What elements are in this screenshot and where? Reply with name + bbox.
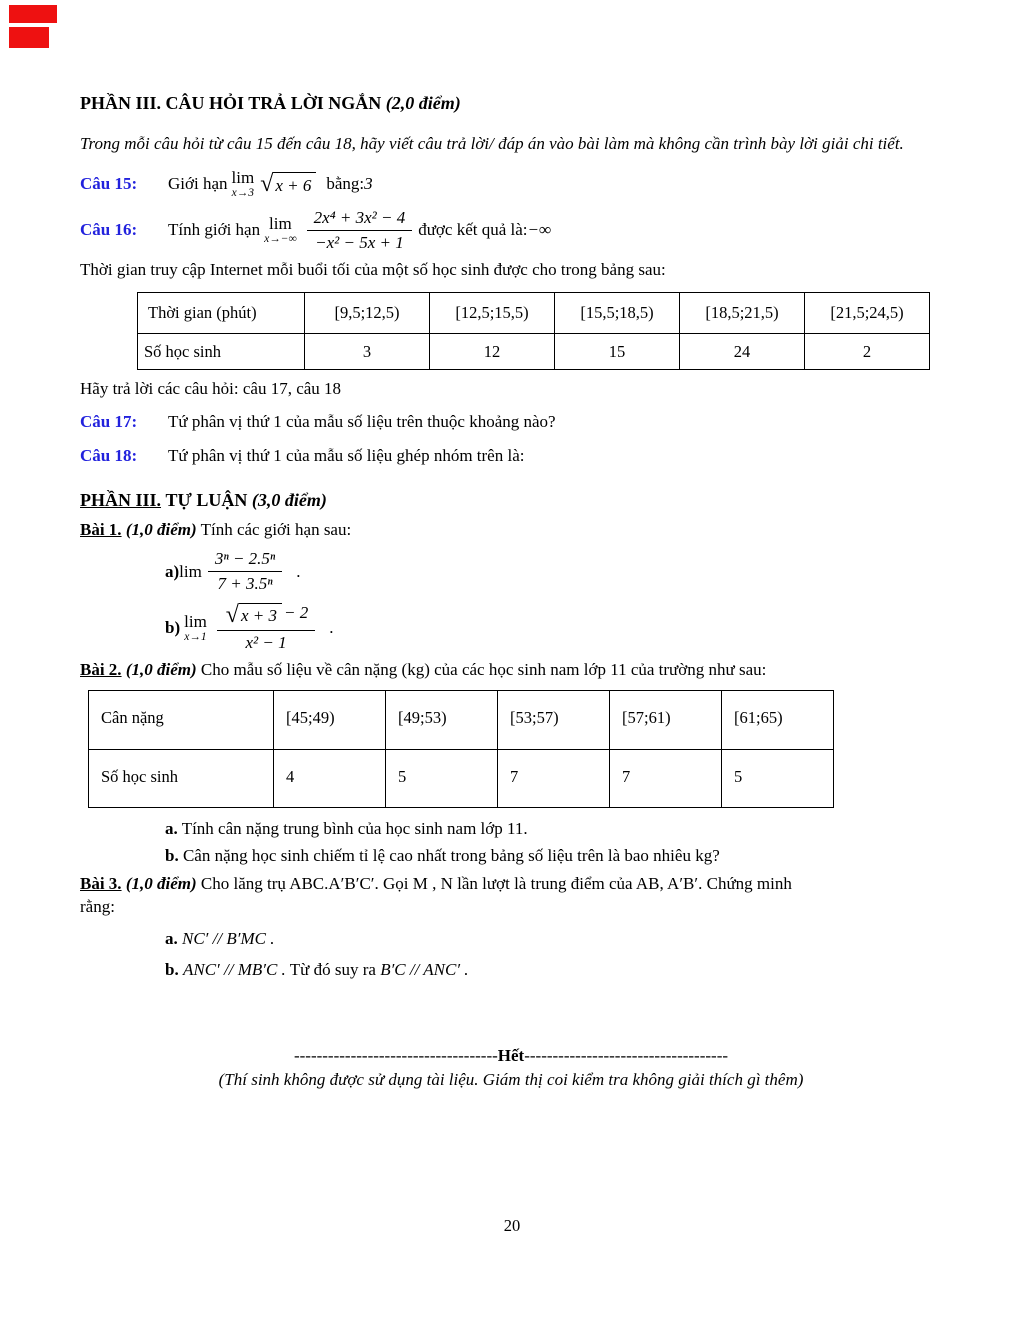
limit-word: lim bbox=[179, 561, 202, 581]
redaction-box-top bbox=[9, 5, 57, 23]
problem-2a bbox=[165, 818, 942, 840]
limit-subscript: x→−∞ bbox=[264, 233, 297, 246]
limit-subscript: x→1 bbox=[184, 630, 207, 643]
table-cell: Số học sinh bbox=[89, 749, 274, 808]
sqrt-radical bbox=[226, 603, 282, 628]
problem-1-label: Bài 1. bbox=[80, 519, 122, 539]
problem-3-points: (1,0 điểm) bbox=[125, 874, 197, 894]
question-16-answer: −∞ bbox=[527, 220, 552, 240]
fraction-numerator: 3ⁿ − 2.5ⁿ bbox=[208, 549, 282, 572]
table-row bbox=[138, 292, 930, 333]
section-title: PHẦN III. CÂU HỎI TRẢ LỜI NGẮN bbox=[80, 93, 382, 113]
question-15-label: Câu 15: bbox=[80, 174, 138, 194]
problem-1b-formula bbox=[165, 603, 942, 654]
problem-2-points: (1,0 điểm) bbox=[125, 660, 197, 680]
question-16-label: Câu 16: bbox=[80, 220, 138, 240]
limit-word: lim bbox=[269, 214, 292, 234]
fraction-numerator bbox=[217, 603, 315, 631]
table-cell: [12,5;15,5) bbox=[430, 292, 555, 333]
redaction-box-bottom bbox=[9, 27, 49, 48]
table-cell: Cân nặng bbox=[89, 690, 274, 749]
divider-dashes-right: ------------------------------------ bbox=[524, 1046, 729, 1066]
question-15-row bbox=[80, 169, 942, 200]
table-cell: [15,5;18,5) bbox=[555, 292, 680, 333]
table-cell: 5 bbox=[722, 749, 834, 808]
problem-2-intro bbox=[80, 659, 942, 681]
problem-3b bbox=[165, 959, 942, 981]
problem-3b-text: Từ đó suy ra bbox=[289, 959, 376, 979]
after-table1-text: Hãy trả lời các câu hỏi: câu 17, câu 18 bbox=[80, 379, 342, 399]
table-cell: [21,5;24,5) bbox=[805, 292, 930, 333]
item-tag: a) bbox=[165, 561, 180, 581]
question-17-label: Câu 17: bbox=[80, 411, 138, 431]
table-cell: [18,5;21,5) bbox=[680, 292, 805, 333]
page-number: 20 bbox=[503, 1216, 521, 1235]
problem-3b-math: ANC′ // MB′C . bbox=[182, 959, 286, 979]
sqrt-sign: √ bbox=[225, 601, 239, 628]
table-row bbox=[138, 333, 930, 370]
table-cell: [57;61) bbox=[610, 690, 722, 749]
table-cell: 12 bbox=[430, 333, 555, 370]
page-content bbox=[80, 92, 942, 1092]
item-tag: b) bbox=[165, 617, 181, 637]
limit-subscript: x→3 bbox=[231, 187, 255, 200]
problem-1-text: Tính các giới hạn sau: bbox=[200, 519, 352, 539]
question-15-pre: Giới hạn bbox=[168, 174, 228, 194]
question-16-post: được kết quả là: bbox=[418, 220, 528, 240]
section-heading-essay bbox=[80, 489, 942, 513]
item-tag: a. bbox=[165, 819, 178, 839]
end-label: Hết bbox=[497, 1046, 525, 1066]
table-cell: [9,5;12,5) bbox=[305, 292, 430, 333]
problem-3a bbox=[165, 928, 942, 950]
table-cell: 15 bbox=[555, 333, 680, 370]
problem-1-points: (1,0 điểm) bbox=[125, 519, 197, 539]
section-points: (2,0 điểm) bbox=[385, 93, 461, 113]
item-tag: a. bbox=[165, 929, 178, 949]
table-cell: [45;49) bbox=[274, 690, 386, 749]
question-18-row bbox=[80, 443, 942, 469]
question-17-text: Tứ phân vị thứ 1 của mẫu số liệu trên thuộc khoảng nào? bbox=[168, 411, 556, 431]
question-17-row bbox=[80, 409, 942, 435]
fraction bbox=[208, 549, 282, 595]
end-divider bbox=[80, 1045, 942, 1067]
limit-word: lim bbox=[184, 611, 207, 631]
item-tag: b. bbox=[165, 845, 179, 865]
section-title2: TỰ LUẬN bbox=[165, 489, 248, 510]
limit-operator bbox=[264, 215, 297, 246]
fraction-numerator: 2x⁴ + 3x² − 4 bbox=[307, 208, 413, 231]
table-row bbox=[89, 749, 834, 808]
section-heading-short-answer bbox=[80, 92, 942, 116]
limit-word: lim bbox=[231, 168, 255, 188]
table-cell: 7 bbox=[498, 749, 610, 808]
problem-3b-math2: B′C // ANC′ . bbox=[380, 959, 469, 979]
weight-frequency-table bbox=[88, 690, 834, 809]
problem-3-label: Bài 3. bbox=[80, 874, 122, 894]
instruction-text: Trong mỗi câu hỏi từ câu 15 đến câu 18, hãy viết câu trả lời/ đáp án vào bài làm mà không cần trình bày lời giải chi tiết. bbox=[80, 133, 904, 153]
fraction-denominator: −x² − 5x + 1 bbox=[315, 233, 404, 253]
divider-dashes-left: ------------------------------------ bbox=[293, 1046, 498, 1066]
problem-3-text: Cho lăng trụ ABC.A′B′C′. Gọi M , N lần lượt là trung điểm của AB, A′B′. Chứng minh bbox=[200, 874, 792, 894]
question-15-answer: 3 bbox=[364, 174, 373, 194]
table-cell: 3 bbox=[305, 333, 430, 370]
sqrt-radicand: x + 6 bbox=[273, 172, 316, 197]
table-cell: [49;53) bbox=[386, 690, 498, 749]
table-cell: [61;65) bbox=[722, 690, 834, 749]
table-cell: 24 bbox=[680, 333, 805, 370]
limit-operator bbox=[184, 613, 207, 644]
sqrt-radicand: x + 3 bbox=[239, 603, 282, 626]
problem-1a-formula bbox=[165, 549, 942, 595]
fraction-denominator: x² − 1 bbox=[245, 633, 287, 653]
period: . bbox=[296, 561, 301, 581]
section-title: PHẦN III. bbox=[80, 489, 162, 510]
question-18-text: Tứ phân vị thứ 1 của mẫu số liệu ghép nhóm trên là: bbox=[168, 445, 525, 465]
problem-2a-text: Tính cân nặng trung bình của học sinh nam lớp 11. bbox=[181, 819, 528, 839]
question-18-label: Câu 18: bbox=[80, 445, 138, 465]
problem-1-intro bbox=[80, 519, 942, 541]
fraction-denominator: 7 + 3.5ⁿ bbox=[217, 574, 273, 594]
sqrt-radical bbox=[260, 172, 316, 197]
problem-2b-text: Cân nặng học sinh chiếm tỉ lệ cao nhất trong bảng số liệu trên là bao nhiêu kg? bbox=[182, 845, 720, 865]
table-cell: 2 bbox=[805, 333, 930, 370]
table-cell: Thời gian (phút) bbox=[138, 292, 305, 333]
fraction bbox=[217, 603, 315, 654]
question-16-pre: Tính giới hạn bbox=[168, 220, 261, 240]
problem-3-text-line2: rằng: bbox=[80, 896, 115, 916]
exam-footer-note: (Thí sinh không được sử dụng tài liệu. Giám thị coi kiểm tra không giải thích gì thêm) bbox=[218, 1070, 804, 1090]
problem-2-text: Cho mẫu số liệu về cân nặng (kg) của các học sinh nam lớp 11 của trường như sau: bbox=[200, 660, 767, 680]
table-row bbox=[89, 690, 834, 749]
question-15-post: bằng: bbox=[326, 174, 365, 194]
table-cell: 5 bbox=[386, 749, 498, 808]
problem-3a-math: NC′ // B′MC . bbox=[182, 929, 275, 949]
item-tag: b. bbox=[165, 959, 179, 979]
problem-2b bbox=[165, 845, 942, 867]
problem-3-intro bbox=[80, 873, 942, 895]
table1-intro: Thời gian truy cập Internet mỗi buổi tối của một số học sinh được cho trong bảng sau: bbox=[80, 260, 666, 280]
table-cell: 4 bbox=[274, 749, 386, 808]
problem-2-label: Bài 2. bbox=[80, 660, 122, 680]
fraction bbox=[307, 208, 413, 254]
table-cell: [53;57) bbox=[498, 690, 610, 749]
sqrt-sign: √ bbox=[260, 170, 274, 197]
table-cell: Số học sinh bbox=[138, 333, 305, 370]
period: . bbox=[329, 617, 334, 637]
section-points: (3,0 điểm) bbox=[251, 489, 327, 510]
limit-operator bbox=[232, 169, 255, 200]
time-frequency-table bbox=[137, 292, 930, 371]
table-cell: 7 bbox=[610, 749, 722, 808]
question-16-row bbox=[80, 208, 942, 254]
numerator-tail: − 2 bbox=[284, 602, 309, 622]
